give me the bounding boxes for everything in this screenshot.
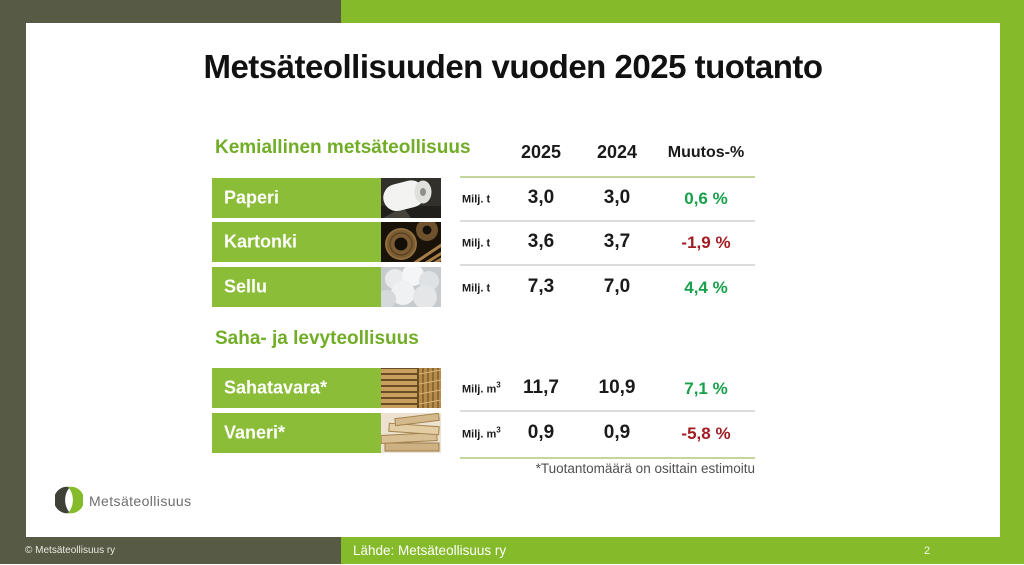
unit-label: Milj. t xyxy=(462,193,491,206)
footnote: *Tuotantomäärä on osittain estimoitu xyxy=(535,461,755,476)
value-2024: 7,0 xyxy=(603,276,631,297)
value-2024: 10,9 xyxy=(598,377,636,398)
value-change: 7,1 % xyxy=(684,379,728,398)
row-values-paperi xyxy=(460,178,755,218)
value-2024: 3,7 xyxy=(603,231,631,252)
lumber-stack-image xyxy=(381,368,441,408)
footer-bar xyxy=(341,537,1024,564)
row-label: Sahatavara* xyxy=(224,377,328,398)
top-bar-green xyxy=(341,0,1024,23)
value-change: 0,6 % xyxy=(684,189,728,208)
right-border xyxy=(1000,23,1024,537)
table-bottom-rule xyxy=(460,457,755,459)
unit-label: Milj. $m^3$ xyxy=(462,425,501,441)
value-2025: 11,7 xyxy=(523,377,559,398)
pulp-image xyxy=(381,267,441,307)
value-2024: 3,0 xyxy=(603,187,631,208)
unit-label: Milj. t xyxy=(462,282,491,295)
plywood-stack-image xyxy=(381,413,441,453)
unit-label: Milj. $m^3$ xyxy=(462,380,501,396)
row-label: Kartonki xyxy=(224,231,298,252)
page-number: 2 xyxy=(924,545,931,557)
row-bar-sahatavara xyxy=(212,368,441,408)
row-values-vaneri xyxy=(460,413,755,453)
left-border xyxy=(0,23,26,537)
value-2025: 0,9 xyxy=(527,422,555,443)
footer-copyright: © Metsäteollisuus ry xyxy=(0,537,341,564)
row-values-sellu xyxy=(460,267,755,307)
col-header-2024: 2024 xyxy=(596,142,638,162)
value-change: -1,9 % xyxy=(681,233,731,252)
logo-icon xyxy=(55,486,83,514)
value-2025: 7,3 xyxy=(527,276,555,297)
section-heading-chemical: Kemiallinen metsäteollisuus xyxy=(215,137,471,158)
row-label: Sellu xyxy=(224,276,268,297)
value-change: 4,4 % xyxy=(684,278,728,297)
row-bar-vaneri xyxy=(212,413,441,453)
value-2025: 3,0 xyxy=(527,187,555,208)
column-headers xyxy=(460,142,755,166)
col-header-2025: 2025 xyxy=(520,142,562,162)
row-label: Paperi xyxy=(224,187,280,208)
footer-source: Lähde: Metsäteollisuus ry xyxy=(353,543,507,558)
slide-title: Metsäteollisuuden vuoden 2025 tuotanto xyxy=(203,48,823,85)
row-values-sahatavara xyxy=(460,368,755,408)
row-label: Vaneri* xyxy=(224,422,286,443)
row-bar-kartonki xyxy=(212,222,441,262)
slide-content xyxy=(26,23,1000,537)
value-2025: 3,6 xyxy=(527,231,555,252)
row-bar-paperi xyxy=(212,178,441,218)
section-heading-sawmill: Saha- ja levyteollisuus xyxy=(215,328,419,349)
col-header-change: Muutos-% xyxy=(667,144,745,161)
row-values-kartonki xyxy=(460,222,755,262)
cardboard-rolls-image xyxy=(381,222,441,262)
row-separator xyxy=(460,410,755,412)
unit-label: Milj. t xyxy=(462,237,491,250)
row-bar-sellu xyxy=(212,267,441,307)
paper-roll-image xyxy=(381,178,441,218)
top-bar-olive xyxy=(0,0,341,23)
value-change: -5,8 % xyxy=(681,424,731,443)
row-separator xyxy=(460,264,755,266)
value-2024: 0,9 xyxy=(603,422,631,443)
logo-text: Metsäteollisuus xyxy=(89,493,192,509)
